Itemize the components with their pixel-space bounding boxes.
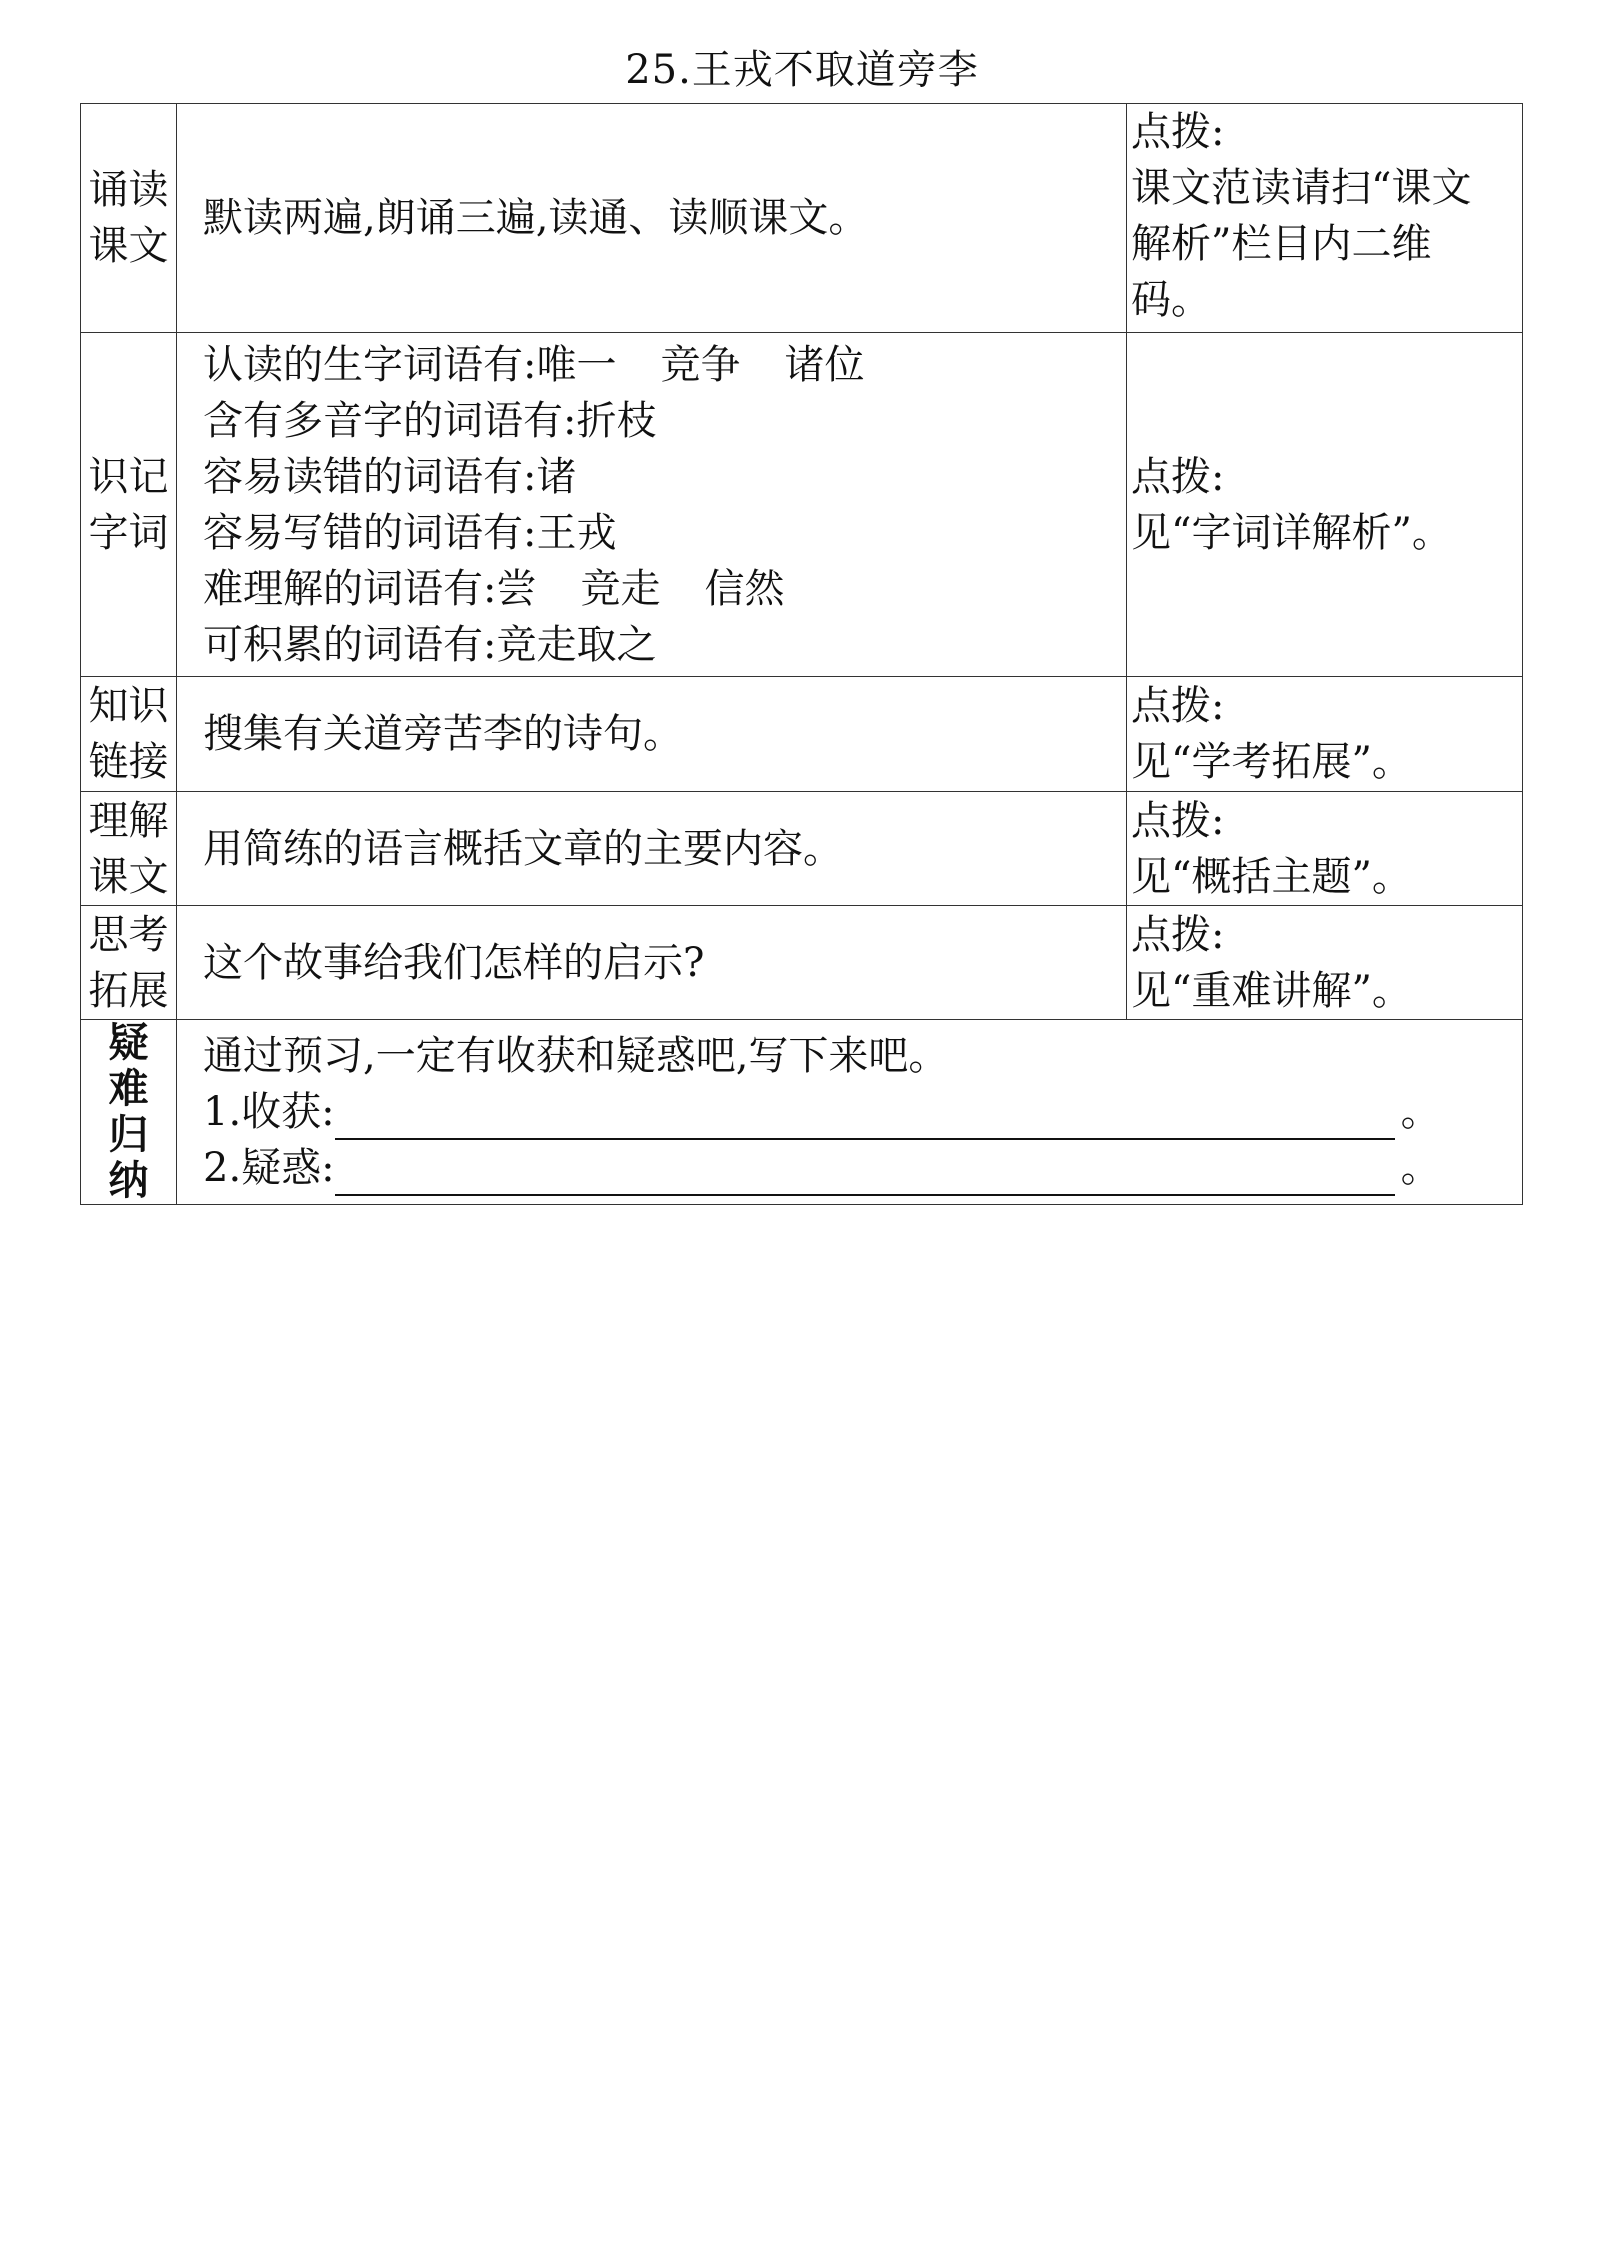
row-label-vocab [81, 333, 177, 677]
table-row-vocab [81, 333, 1523, 677]
hint-line: 见“概括主题”。 [1131, 853, 1412, 900]
label-line: 思考 [88, 911, 169, 958]
label-line: 诵读 [88, 167, 169, 213]
label-line: 纳 [108, 1158, 149, 1204]
row-hint-recite [1127, 104, 1523, 333]
hint-line: 课文范读请扫“课文 [1131, 165, 1472, 211]
row-content-vocab [177, 333, 1127, 677]
vocab-line-hard [203, 561, 1116, 617]
hint-line: 见“重难讲解”。 [1131, 967, 1412, 1014]
gain-write-field[interactable] [335, 1094, 1395, 1140]
row-content-think [177, 906, 1127, 1020]
doubt-line [203, 1140, 1512, 1196]
gain-end-punct: 。 [1400, 1089, 1441, 1135]
page-title: 25.王戎不取道旁李 [625, 47, 979, 93]
vocab-word: 诸位 [784, 341, 865, 388]
hint-line: 见“学考拓展”。 [1131, 739, 1412, 785]
label-line: 课文 [88, 853, 169, 900]
table-row-summary [81, 1020, 1523, 1205]
vocab-line-misread [203, 449, 1116, 505]
preview-worksheet-table [80, 103, 1523, 1205]
label-line: 识记 [88, 453, 169, 500]
row-hint-understand [1127, 792, 1523, 906]
vocab-label: 认读的生字词语有: [203, 341, 537, 388]
row-content-understand [177, 792, 1127, 906]
row-hint-think [1127, 906, 1523, 1020]
hint-line: 见“字词详解析”。 [1131, 509, 1452, 556]
vocab-word: 信然 [704, 565, 785, 612]
label-line: 字词 [88, 509, 169, 556]
doubt-end-punct: 。 [1400, 1145, 1441, 1191]
vocab-word: 竞争 [660, 341, 741, 388]
content-line: 这个故事给我们怎样的启示? [203, 939, 705, 986]
hint-line: 点拨: [1131, 453, 1225, 500]
vocab-line-miswrite [203, 505, 1116, 561]
label-line: 拓展 [88, 967, 169, 1014]
label-line: 归 [108, 1112, 149, 1158]
vocab-label: 容易读错的词语有: [203, 453, 537, 500]
label-line: 疑 [108, 1020, 149, 1066]
hint-line: 点拨: [1131, 109, 1225, 155]
vocab-word: 尝 [496, 565, 537, 612]
label-line: 难 [108, 1066, 149, 1112]
doubt-label: 2.疑惑: [203, 1145, 335, 1191]
vocab-word: 王戎 [536, 509, 617, 556]
vocab-label: 可积累的词语有: [203, 621, 497, 668]
vocab-label: 难理解的词语有: [203, 565, 497, 612]
gain-line [203, 1084, 1512, 1140]
label-line: 理解 [88, 797, 169, 844]
row-label-knowledge [81, 677, 177, 792]
vocab-word: 竞走 [580, 565, 661, 612]
label-line: 链接 [88, 739, 169, 785]
row-label-summary [81, 1020, 177, 1205]
row-hint-vocab [1127, 333, 1523, 677]
row-content-summary [177, 1020, 1523, 1205]
vocab-line-accumulate [203, 617, 1116, 673]
content-line: 默读两遍,朗诵三遍,读通、读顺课文。 [203, 195, 869, 241]
vocab-word: 竞走取之 [496, 621, 657, 668]
row-label-understand [81, 792, 177, 906]
label-line: 知识 [88, 683, 169, 729]
vocab-word: 唯一 [536, 341, 617, 388]
summary-intro: 通过预习,一定有收获和疑惑吧,写下来吧。 [203, 1033, 949, 1079]
vocab-line-polyphone [203, 393, 1116, 449]
table-row-knowledge [81, 677, 1523, 792]
hint-line: 点拨: [1131, 911, 1225, 958]
vocab-word: 折枝 [576, 397, 657, 444]
vocab-label: 含有多音字的词语有: [203, 397, 577, 444]
doubt-write-field[interactable] [335, 1150, 1395, 1196]
vocab-word: 诸 [536, 453, 577, 500]
row-label-think [81, 906, 177, 1020]
vocab-label: 容易写错的词语有: [203, 509, 537, 556]
vocab-line-recognize [203, 337, 1116, 393]
row-label-recite [81, 104, 177, 333]
row-hint-knowledge [1127, 677, 1523, 792]
hint-line: 解析”栏目内二维 [1131, 221, 1432, 267]
content-line: 用简练的语言概括文章的主要内容。 [203, 825, 843, 872]
table-row-understand [81, 792, 1523, 906]
hint-line: 码。 [1131, 277, 1211, 323]
content-line: 搜集有关道旁苦李的诗句。 [203, 711, 683, 757]
row-content-knowledge [177, 677, 1127, 792]
hint-line: 点拨: [1131, 797, 1225, 844]
table-row-think [81, 906, 1523, 1020]
table-row-recite [81, 104, 1523, 333]
row-content-recite [177, 104, 1127, 333]
label-line: 课文 [88, 223, 169, 269]
gain-label: 1.收获: [203, 1089, 335, 1135]
hint-line: 点拨: [1131, 683, 1225, 729]
